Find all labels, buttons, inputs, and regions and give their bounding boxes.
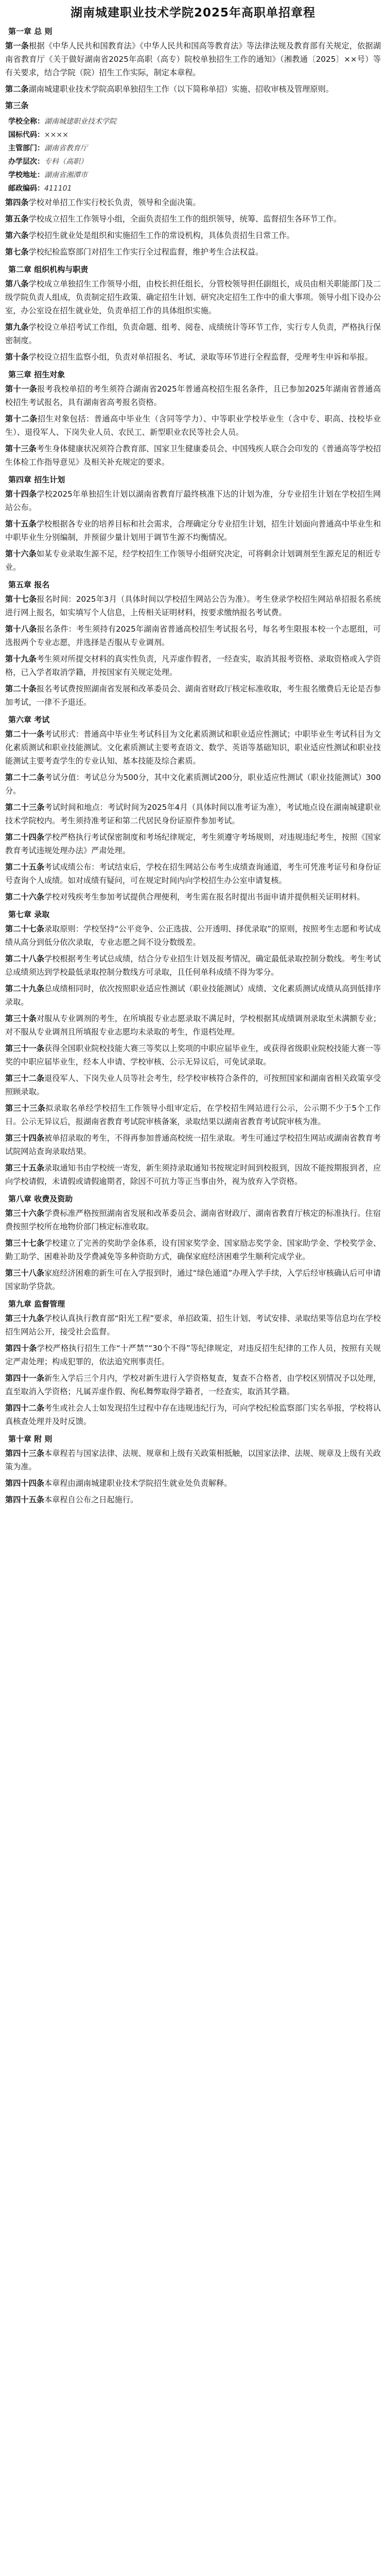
article [5, 801, 381, 827]
article-text: 学校严格执行招生工作“十严禁”“30个不得”等纪律规定，对违反招生纪律的工作人员，按照有关规定严肃处理；构成犯罪的，依法追究刑事责任。 [5, 1344, 381, 1366]
article-number: 第四条 [5, 198, 29, 207]
article-number: 第二十六条 [5, 892, 44, 902]
article-number: 第三十四条 [5, 1133, 45, 1143]
article [5, 682, 381, 709]
article [5, 1312, 381, 1338]
article [5, 1207, 381, 1233]
article-text: 考试时间和地点：考试时间为2025年4月（具体时间以准考证为准），考试地点设在湖南城建职业技术学院校内。考生须持准考证和第二代居民身份证原件参加考试。 [5, 803, 381, 825]
article-number: 第十七条 [5, 595, 37, 604]
article [5, 212, 381, 226]
article-text: 学费标准严格按照湖南省发展和改革委员会、湖南省财政厅、湖南省教育厅核定的标准执行。住宿费按照学校所在地物价部门核定标准收取。 [5, 1209, 381, 1231]
article-number: 第三十条 [5, 1014, 37, 1023]
article [5, 1477, 381, 1490]
article-number: 第十九条 [5, 654, 37, 664]
document-title: 湖南城建职业技术学院2025年高职单招章程 [70, 6, 315, 20]
article [5, 1101, 381, 1128]
article [5, 99, 381, 112]
article [5, 1493, 381, 1506]
article-text: 学校对残疾考生参加考试提供合理便利，考生需在报名时提出书面申请并提供相关证明材料。 [44, 892, 365, 902]
article-number: 第十三条 [5, 444, 37, 453]
article [5, 1236, 381, 1263]
article-text: 对服从专业调剂的考生，在所填报专业志愿录取不满足时，学校根据其成绩调剂录取至未满额专业；对不服从专业调剂且所填报专业志愿均未录取的考生，作退档处理。 [5, 1014, 381, 1037]
article-number: 第三十三条 [5, 1104, 46, 1113]
chapter-heading: 第九章 监督管理 [8, 1299, 65, 1309]
article-text: 报名条件：考生须持有2025年湖南省普通高校招生考试报名号，每名考生限报本校一个志愿组，可选报两个专业志愿，并选择是否服从专业调剂。 [5, 624, 381, 647]
article-number: 第三十七条 [5, 1239, 45, 1248]
article-text: 总成绩相同时，依次按照职业适应性测试（职业技能测试）成绩、文化素质测试成绩从高到低排序录取。 [5, 984, 381, 1007]
article-text: 招生对象包括：普通高中毕业生（含同等学力）、中等职业学校毕业生（含中专、职高、技校毕业生）、退役军人、下岗失业人员、农民工、新型职业农民等社会人员。 [5, 414, 381, 437]
article-text: 报考我校单招的考生须符合湖南省2025年普通高校招生报名条件，且已参加2025年湖南省普通高校招生考试报名，具有湖南省高考报名资格。 [5, 384, 381, 407]
article-number: 第七条 [5, 247, 29, 257]
article-number: 第四十四条 [5, 1479, 44, 1488]
article-number: 第八条 [5, 279, 29, 289]
article [5, 196, 381, 209]
article-number: 第四十三条 [5, 1449, 45, 1458]
article-number: 第四十五条 [5, 1495, 44, 1504]
article-number: 第三十一条 [5, 1044, 45, 1053]
article [5, 487, 381, 514]
article [5, 1161, 381, 1188]
article-text: 本章程自公布之日起施行。 [44, 1495, 138, 1504]
article-text: 本章程若与国家法律、法规、规章和上级有关政策相抵触，以国家法律、法规、规章及上级有关政策为准。 [5, 1449, 381, 1471]
article-text: 报名时间：2025年3月（具体时间以学校招生网站公告为准）。考生登录学校招生网站单招报名系统进行网上报名，如实填写个人信息，上传相关证明材料，按要求缴纳报名考试费。 [5, 595, 381, 617]
article-text: 学校纪检监察部门对招生工作实行全过程监督，维护考生合法权益。 [28, 247, 264, 257]
meta-line: 学校地址：湖南省湘潭市 [8, 171, 87, 179]
article-number: 第二十二条 [5, 773, 45, 782]
article-number: 第二十八条 [5, 954, 45, 963]
article-number: 第二十一条 [5, 730, 45, 739]
article-number: 第六条 [5, 231, 29, 240]
article [5, 517, 381, 544]
article [5, 82, 381, 96]
article [5, 382, 381, 409]
article-text: 录取通知书由学校统一寄发，新生须持录取通知书按规定时间到校报到，因故不能按期报到者，应向学校请假，未请假或请假逾期者，除因不可抗力等正当事由外，视为放弃入学资格。 [5, 1163, 381, 1186]
article [5, 1401, 381, 1428]
article [5, 350, 381, 364]
article-text: 根据《中华人民共和国教育法》《中华人民共和国高等教育法》等法律法规及教育部有关规定，依据湖南省教育厅《关于做好湖南省2025年高职（高专）院校单独招生工作的通知》（湘教通〔2025〕××号）等有关要求，结合学院（院）招生工作实际，制定本章程。 [5, 41, 381, 77]
article [5, 1266, 381, 1293]
article [5, 1342, 381, 1368]
article-number: 第二十九条 [5, 984, 45, 993]
meta-line: 办学层次：专科（高职） [8, 158, 87, 166]
article-number: 第四十条 [5, 1344, 37, 1353]
article-number: 第十八条 [5, 624, 37, 634]
article-text: 考试形式：普通高中毕业生考试科目为文化素质测试和职业适应性测试；中职毕业生考试科目为文化素质测试和职业技能测试。文化素质测试主要考查语文、数学、英语等基础知识，职业适应性测试和职业技能测试主要考查学生的专业认知、基本技能及综合素质。 [5, 730, 381, 766]
chapter-heading: 第七章 录取 [8, 910, 50, 919]
article-text: 家庭经济困难的新生可在入学报到时，通过“绿色通道”办理入学手续，入学后经审核确认后可申请国家助学贷款。 [5, 1268, 381, 1291]
article-text: 学校认真执行教育部“阳光工程”要求，单招政策、招生计划、考试安排、录取结果等信息均在学校招生网站公开，接受社会监督。 [5, 1314, 381, 1336]
article-text: 学校严格执行考试保密制度和考场纪律规定，考生须遵守考场规则，对违规违纪考生，按照《国家教育考试违规处理办法》严肃处理。 [5, 833, 381, 855]
meta-line: 学校全称：湖南城建职业技术学院 [8, 117, 116, 126]
article [5, 442, 381, 469]
article [5, 860, 381, 887]
chapter-heading: 第八章 收费及资助 [8, 1194, 73, 1204]
chapter-heading: 第六章 考试 [8, 715, 50, 724]
article [5, 320, 381, 347]
article-text: 拟录取名单经学校招生工作领导小组审定后，在学校招生网站进行公示，公示期不少于5个工作日。公示无异议后，报湖南省教育考试院审核备案，录取结果以湖南省教育考试院审核为准。 [5, 1104, 381, 1126]
article-number: 第三十九条 [5, 1314, 44, 1323]
article-text: 考生或社会人士如发现招生过程中存在违规违纪行为，可向学校纪检监察部门实名举报，学校将认真核查处理并及时反馈。 [5, 1403, 381, 1426]
article [5, 771, 381, 798]
article [5, 622, 381, 649]
article [5, 1012, 381, 1039]
article-number: 第十四条 [5, 489, 37, 499]
article-number: 第二十五条 [5, 862, 45, 872]
article-text: 学校成立单独招生工作领导小组，由校长担任组长，分管校领导担任副组长，成员由相关职能部门及二级学院负责人组成，负责制定招生政策、确定招生计划、研究决定招生工作中的重大事项。领导小组下设办公室，办公室设在招生就业处，负责单招工作的具体组织实施。 [5, 279, 381, 315]
chapter-heading: 第二章 组织机构与职责 [8, 265, 89, 274]
meta-line: 主管部门：湖南省教育厅 [8, 144, 87, 152]
article [5, 922, 381, 949]
chapter-heading: 第十章 附 则 [8, 1434, 52, 1444]
article-text: 考生须对所提交材料的真实性负责，凡弄虚作假者，一经查实，取消其报考资格、录取资格或入学资格，已入学者取消学籍，并按国家有关规定处理。 [5, 654, 381, 677]
article-number: 第三十八条 [5, 1268, 44, 1278]
article-number: 第五条 [5, 214, 29, 224]
article-number: 第二十三条 [5, 803, 45, 812]
article-number: 第十条 [5, 352, 29, 362]
article-text: 学校设立招生监察小组，负责对单招报名、考试、录取等环节进行全程监督，受理考生申诉和举报。 [28, 352, 373, 362]
meta-line: 邮政编码：411101 [8, 184, 72, 193]
article [5, 831, 381, 857]
meta-line: 国标代码：×××× [8, 131, 68, 139]
article-text: 被单招录取的考生，不得再参加普通高校统一招生录取。考生可通过学校招生网站或湖南省教育考试院网站查询录取结果。 [5, 1133, 381, 1156]
article [5, 890, 381, 904]
article-text: 退役军人、下岗失业人员等社会考生，经学校审核符合条件的，可按照国家和湖南省相关政策享受照顾录取。 [5, 1074, 381, 1096]
article-text: 录取原则：学校坚持“公平竞争、公正选拔、公开透明、择优录取”的原则，按照考生志愿和考试成绩从高分到低分依次录取，专业志愿之间不设分数级差。 [5, 924, 381, 947]
article-text: 考试成绩公布：考试结束后，学校在招生网站公布考生成绩查询通道，考生可凭准考证号和身份证号查询个人成绩。如对成绩有疑问，可在规定时间内向学校招生办公室申请复核。 [5, 862, 381, 885]
article-text: 学校2025年单独招生计划以湖南省教育厅最终核准下达的计划为准，分专业招生计划在学校招生网站公布。 [5, 489, 381, 512]
article-number: 第三十二条 [5, 1074, 45, 1083]
article-number: 第二条 [5, 84, 29, 94]
article-number: 第九条 [5, 323, 29, 332]
article-text: 如某专业录取生源不足，经学校招生工作领导小组研究决定，可将剩余计划调剂至生源充足的相近专业。 [5, 549, 381, 572]
article [5, 547, 381, 574]
article [5, 39, 381, 79]
article-number: 第三十五条 [5, 1163, 45, 1173]
article-number: 第二十七条 [5, 924, 44, 934]
article-text: 学校成立招生工作领导小组，全面负责招生工作的组织领导，统筹、监督招生各环节工作。 [28, 214, 342, 224]
article-text: 学校设立单招考试工作组，负责命题、组考、阅卷、成绩统计等环节工作，实行专人负责，严格执行保密制度。 [5, 323, 381, 345]
article [5, 1131, 381, 1158]
article-text: 学校建立了完善的奖助学金体系，设有国家奖学金、国家励志奖学金、国家助学金、学校奖学金、勤工助学、困难补助及学费减免等多种资助方式，确保家庭经济困难学生顺利完成学业。 [5, 1239, 381, 1261]
article-text: 湖南城建职业技术学院高职单独招生工作（以下简称单招）实施、招收审核及管理原则。 [28, 84, 334, 94]
article-number: 第二十条 [5, 684, 37, 693]
article-text: 学校招生就业处是组织和实施招生工作的常设机构，具体负责招生日常工作。 [28, 231, 294, 240]
chapter-heading: 第四章 招生计划 [8, 475, 65, 484]
article-text: 学校对单招工作实行校长负责，领导和全面决策。 [28, 198, 201, 207]
article-text: 学校根据各专业的培养目标和社会需求，合理确定分专业招生计划，招生计划面向普通高中毕业生和中职毕业生分别编制，并预留少量计划用于调节生源不均衡情况。 [5, 519, 381, 542]
article-number: 第三条 [5, 101, 29, 110]
article-number: 第十六条 [5, 549, 37, 558]
chapter-heading: 第五章 报名 [8, 580, 50, 589]
article-number: 第十五条 [5, 519, 37, 529]
article-text: 报名考试费按照湖南省发展和改革委员会、湖南省财政厅核定标准收取，考生报名缴费后无论是否参加考试，一律不予退还。 [5, 684, 381, 707]
article [5, 1371, 381, 1398]
article-number: 第十一条 [5, 384, 38, 394]
article-number: 第十二条 [5, 414, 38, 423]
article-text: 本章程由湖南城建职业技术学院招生就业处负责解释。 [44, 1479, 232, 1488]
article-text: 考试分值：考试总分为500分，其中文化素质测试200分，职业适应性测试（职业技能测试）300分。 [5, 773, 381, 795]
article [5, 1447, 381, 1473]
article [5, 1042, 381, 1069]
article [5, 727, 381, 768]
article [5, 952, 381, 979]
article-number: 第四十二条 [5, 1403, 45, 1413]
article [5, 1072, 381, 1098]
article-text: 新生入学后三个月内，学校对新生进行入学资格复查，复查不合格者，由学校区别情况予以处理，直至取消入学资格；凡属弄虚作假、徇私舞弊取得学籍者，一经查实，取消其学籍。 [5, 1374, 381, 1396]
chapter-heading: 第一章 总 则 [8, 27, 52, 36]
article-text: 考生身体健康状况须符合教育部、国家卫生健康委员会、中国残疾人联合会印发的《普通高等学校招生体检工作指导意见》及相关补充规定的要求。 [5, 444, 381, 467]
article-number: 第二十四条 [5, 833, 45, 842]
article [5, 982, 381, 1009]
article-number: 第一条 [5, 41, 29, 50]
article [5, 277, 381, 317]
article [5, 229, 381, 242]
article [5, 245, 381, 259]
article-text: 获得全国职业院校技能大赛三等奖以上奖项的中职应届毕业生，或获得省级职业院校技能大赛一等奖的中职应届毕业生，经本人申请、学校审核、公示无异议后，可免试录取。 [5, 1044, 381, 1066]
article [5, 412, 381, 439]
article-text: 学校根据考生考试总成绩，结合分专业招生计划及报考情况，确定最低录取控制分数线。考生考试总成绩须达到学校最低录取控制分数线方可录取，且任何单科成绩不得为零分。 [5, 954, 381, 977]
article-number: 第四十一条 [5, 1374, 45, 1383]
article [5, 652, 381, 679]
chapter-heading: 第三章 招生对象 [8, 370, 65, 379]
article-number: 第三十六条 [5, 1209, 45, 1218]
article [5, 592, 381, 619]
